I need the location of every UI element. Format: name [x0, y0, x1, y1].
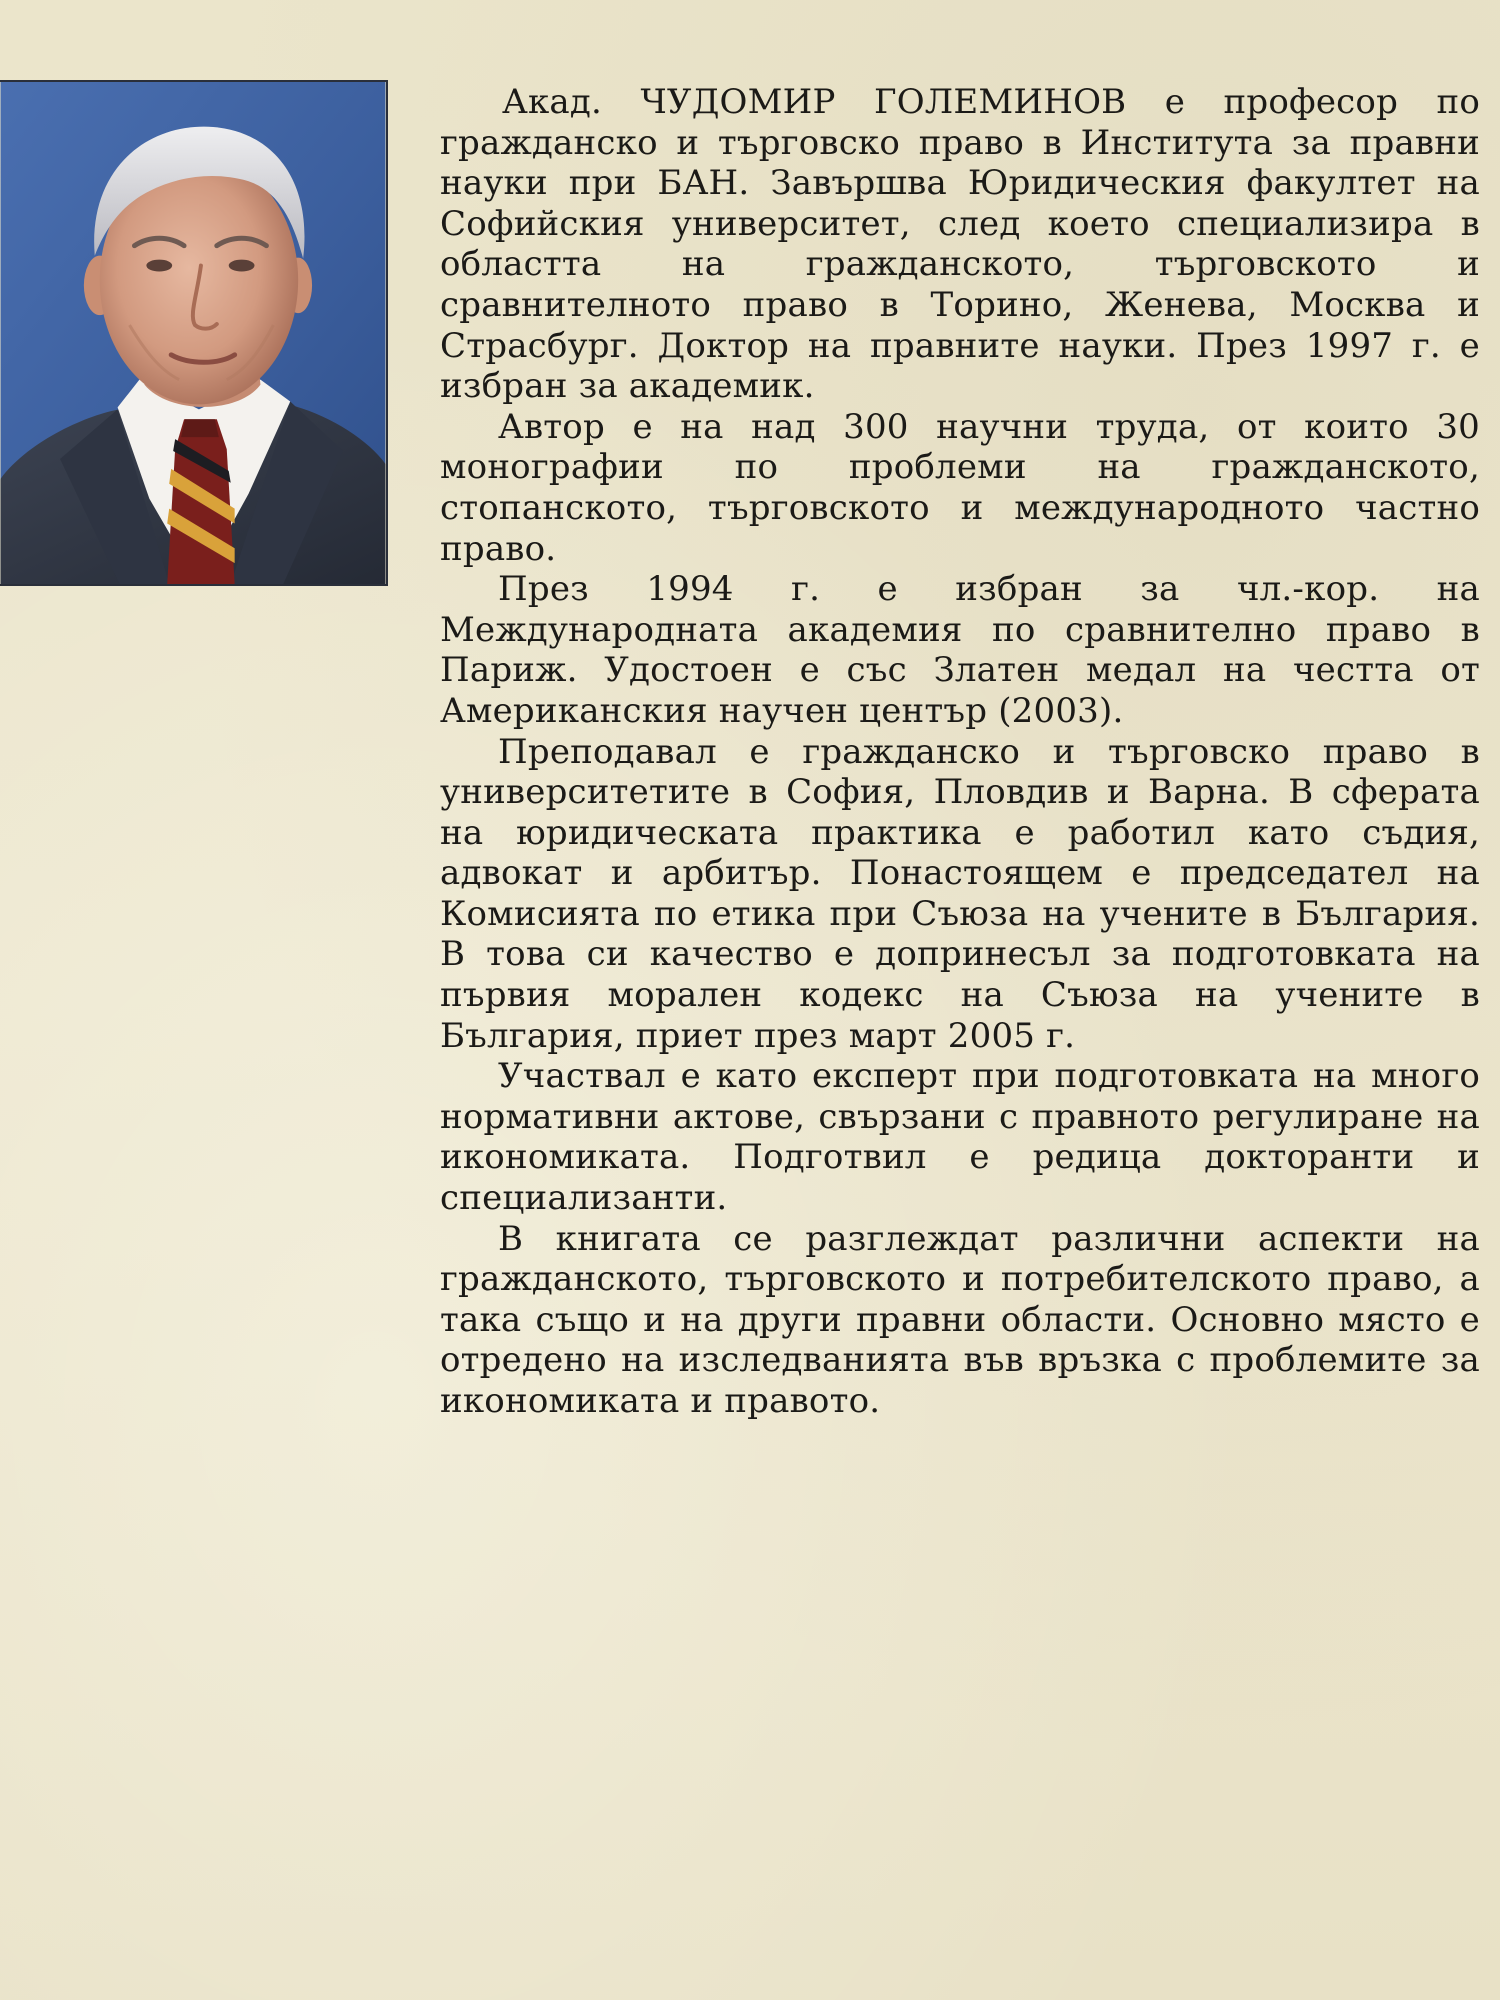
bio-paragraph-1-text: е професор по гражданско и търговско право в Института за правни науки при БАН. Завършва Юридическия факултет на Софийския университет, след което специализира в областта на гражданското, търговското и сравнителното право в Торино, Женева, Москва и Страсбург. Доктор на правните науки. През 1997 г. е избран за академик.	[440, 82, 1480, 407]
title-prefix: Акад.	[502, 82, 641, 122]
bio-paragraph-4: Преподавал е гражданско и търговско право в университетите в София, Пловдив и Варна. В сферата на юридическата практика е работил като съдия, адвокат и арбитър. Понастоящем е председател на Комисията по етика при Съюза на учените в България. В това си качество е допринесъл за подготовката на първия морален кодекс на Съюза на учените в България, приет през март 2005 г.	[440, 731, 1480, 1056]
book-description-paragraph: В книгата се разглеждат различни аспекти на гражданското, търговското и потребителското право, а така също и на други правни области. Основно място е отредено на изследванията във връзка с проблемите за икономиката и правото.	[440, 1218, 1480, 1421]
author-biography	[440, 82, 1480, 1422]
bio-paragraph-5: Участвал е като експерт при подготовката на много нормативни актове, свързани с правното регулиране на икономиката. Подготвил е редица докторанти и специализанти.	[440, 1056, 1480, 1219]
author-name: ЧУДОМИР ГОЛЕМИНОВ	[640, 82, 1127, 122]
bio-paragraph-1	[440, 82, 1480, 407]
bio-paragraph-3: През 1994 г. е избран за чл.-кор. на Международната академия по сравнително право в Париж. Удостоен е със Златен медал на честта от Американския научен център (2003).	[440, 569, 1480, 731]
author-portrait-photo	[0, 80, 388, 586]
author-portrait-image	[0, 82, 386, 584]
bio-paragraph-2: Автор е на над 300 научни труда, от които 30 монографии по проблеми на гражданското, стопанското, търговското и международното частно право.	[440, 406, 1480, 569]
